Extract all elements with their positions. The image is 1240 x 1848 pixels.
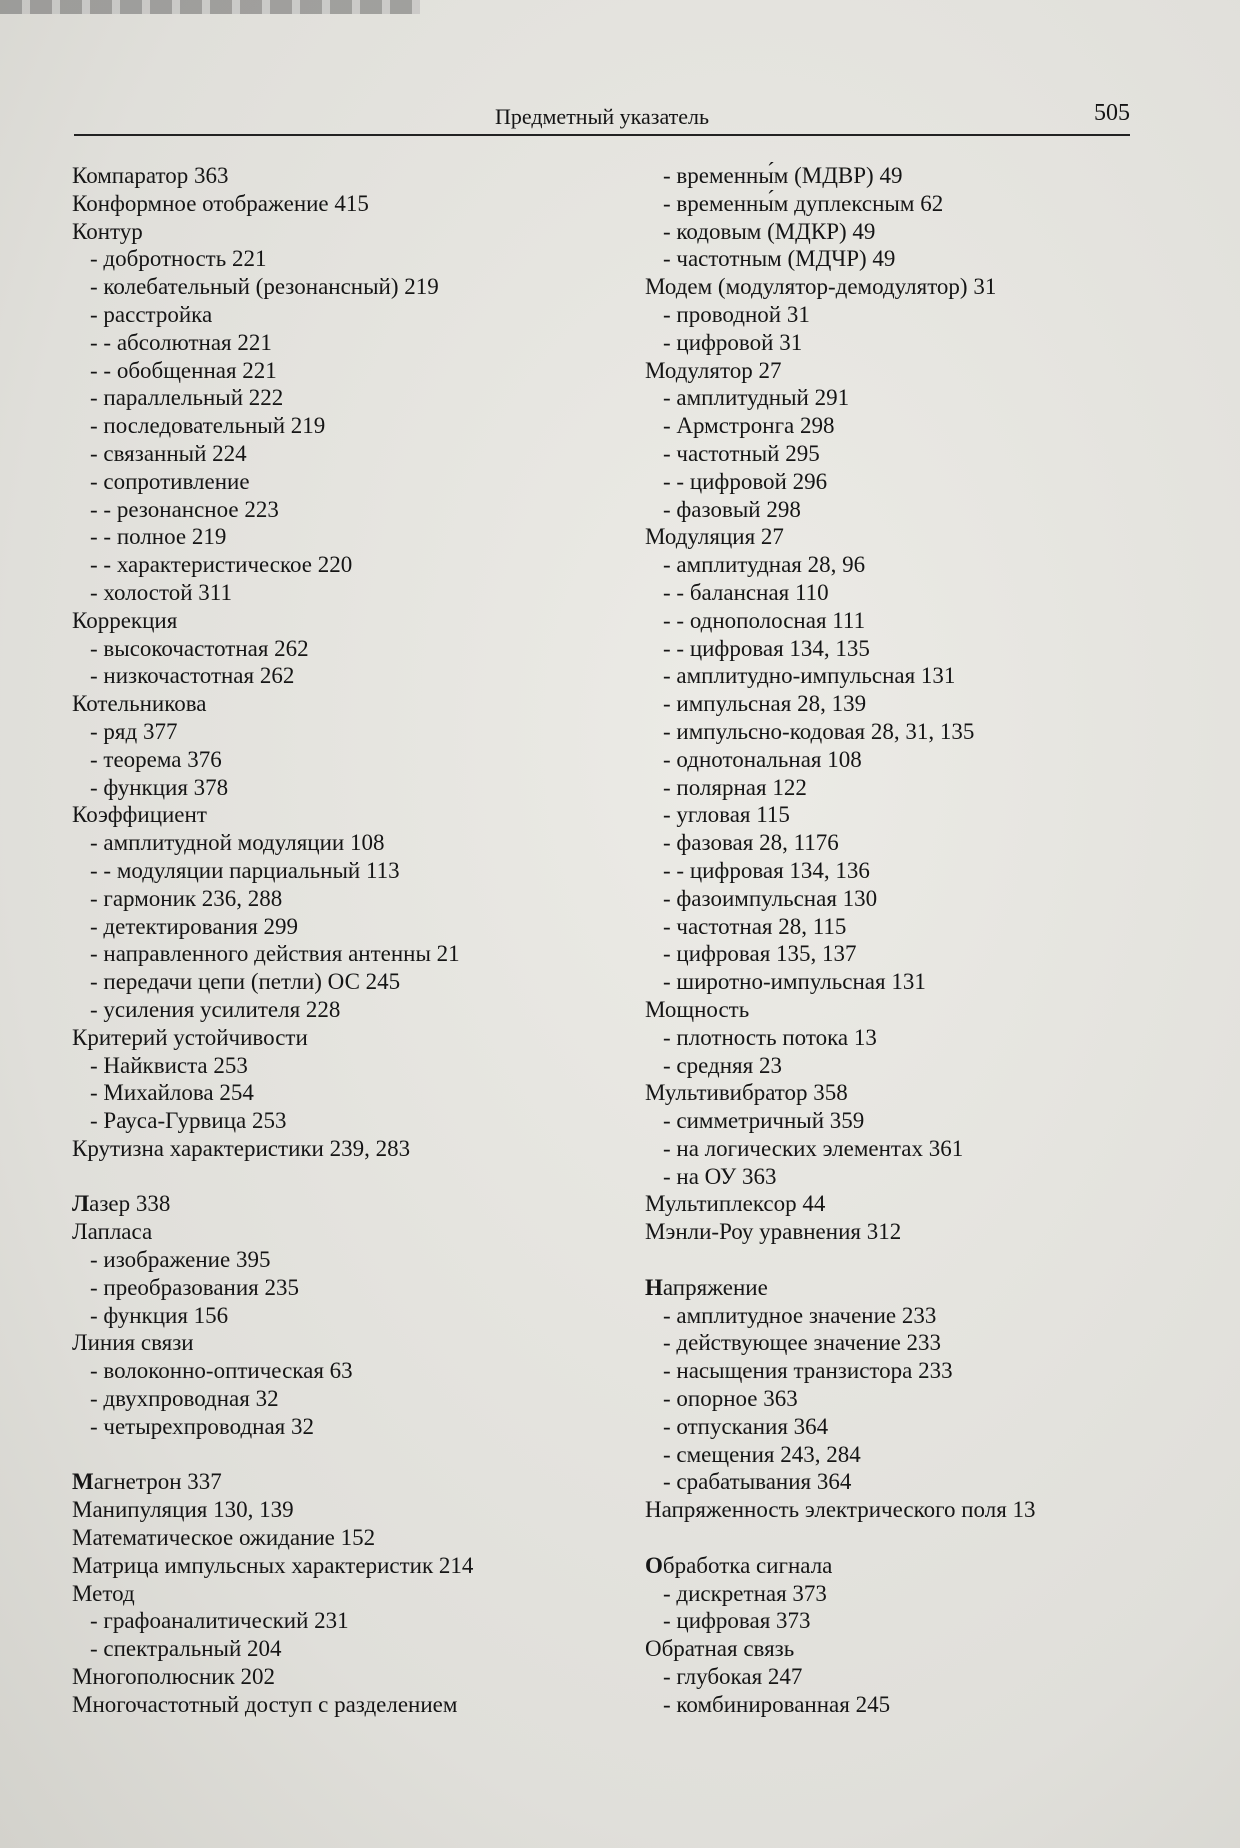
index-subentry: - насыщения транзистора 233: [663, 1358, 953, 1384]
index-subentry: - гармоник 236, 288: [90, 885, 283, 911]
index-entry: Котельникова: [72, 691, 207, 717]
section-gap: [645, 1246, 1145, 1274]
index-entry: Лазер 338: [72, 1191, 171, 1217]
page-number: 505: [1094, 100, 1130, 126]
index-subentry: - смещения 243, 284: [663, 1441, 861, 1467]
index-subentry: - - обобщенная 221: [90, 357, 277, 383]
index-subentry: - амплитудной модуляции 108: [90, 830, 385, 856]
section-gap: [72, 1163, 632, 1191]
index-subentry: - Армстронга 298: [663, 413, 835, 439]
index-entry: Модуляция 27: [645, 524, 784, 550]
index-subentry: - на логических элементах 361: [663, 1135, 964, 1161]
index-subentry: - цифровой 31: [663, 329, 803, 355]
index-subentry: - глубокая 247: [663, 1664, 803, 1690]
scan-edge-artifact: [0, 0, 420, 14]
index-subentry: - фазоимпульсная 130: [663, 885, 878, 911]
index-subentry: - Найквиста 253: [90, 1052, 248, 1078]
index-subentry: - импульсно-кодовая 28, 31, 135: [663, 718, 975, 744]
index-subentry: - отпускания 364: [663, 1413, 829, 1439]
index-subentry: - - полное 219: [90, 524, 227, 550]
index-entry: Модем (модулятор-демодулятор) 31: [645, 274, 997, 300]
index-column-left: [72, 162, 632, 1719]
index-subentry: - функция 156: [90, 1302, 229, 1328]
index-entry: Напряженность электрического поля 13: [645, 1497, 1036, 1523]
index-subentry: - усиления усилителя 228: [90, 996, 341, 1022]
index-entry: Обратная связь: [645, 1636, 795, 1662]
index-subentry: - графоаналитический 231: [90, 1608, 349, 1634]
index-subentry: - Михайлова 254: [90, 1080, 254, 1106]
index-entry: Мэнли-Роу уравнения 312: [645, 1219, 902, 1245]
index-subentry: - на ОУ 363: [663, 1163, 777, 1189]
index-subentry: - расстройка: [90, 301, 213, 327]
index-subentry: - холостой 311: [90, 579, 232, 605]
index-subentry: - амплитудная 28, 96: [663, 552, 866, 578]
index-subentry: - кодовым (МДКР) 49: [663, 218, 876, 244]
index-subentry: - высокочастотная 262: [90, 635, 309, 661]
index-subentry: - амплитудно-импульсная 131: [663, 663, 956, 689]
index-subentry: - импульсная 28, 139: [663, 691, 867, 717]
index-subentry: - двухпроводная 32: [90, 1386, 279, 1412]
index-subentry: - четырехпроводная 32: [90, 1413, 314, 1439]
index-subentry: - частотным (МДЧР) 49: [663, 246, 896, 272]
index-subentry: - колебательный (резонансный) 219: [90, 274, 439, 300]
index-subentry: - комбинированная 245: [663, 1691, 891, 1717]
index-subentry: - фазовая 28, 1176: [663, 830, 839, 856]
index-subentry: - изображение 395: [90, 1247, 271, 1273]
index-entry: Многочастотный доступ с разделением: [72, 1691, 458, 1717]
index-entry: Крутизна характеристики 239, 283: [72, 1135, 411, 1161]
index-subentry: - проводной 31: [663, 301, 810, 327]
index-entry: Компаратор 363: [72, 163, 229, 188]
index-subentry: - опорное 363: [663, 1386, 798, 1412]
index-subentry: - цифровая 373: [663, 1608, 811, 1634]
index-subentry: - полярная 122: [663, 774, 807, 800]
index-subentry: - низкочастотная 262: [90, 663, 295, 689]
index-entry: Линия связи: [72, 1330, 194, 1356]
index-subentry: - дискретная 373: [663, 1580, 827, 1606]
section-gap: [72, 1441, 632, 1469]
index-entry: Мультивибратор 358: [645, 1080, 848, 1106]
header-title: Предметный указатель: [494, 104, 710, 129]
index-subentry: - срабатывания 364: [663, 1469, 852, 1495]
index-subentry: - частотный 295: [663, 440, 820, 466]
index-subentry: - передачи цепи (петли) ОС 245: [90, 969, 401, 995]
index-entry: Многополюсник 202: [72, 1664, 276, 1690]
index-subentry: - спектральный 204: [90, 1636, 282, 1662]
index-subentry: - Рауса-Гурвица 253: [90, 1108, 287, 1134]
index-subentry: - - резонансное 223: [90, 496, 279, 522]
index-subentry: - - цифровой 296: [663, 468, 828, 494]
index-subentry: - направленного действия антенны 21: [90, 941, 460, 967]
index-subentry: - последовательный 219: [90, 413, 326, 439]
index-column-right: [645, 162, 1145, 1719]
index-subentry: - амплитудное значение 233: [663, 1302, 937, 1328]
index-subentry: - фазовый 298: [663, 496, 801, 522]
index-subentry: - теорема 376: [90, 746, 222, 772]
index-entry: Мощность: [645, 996, 750, 1022]
index-entry: Манипуляция 130, 139: [72, 1497, 294, 1523]
index-subentry: - волоконно-оптическая 63: [90, 1358, 353, 1384]
index-subentry: - - балансная 110: [663, 579, 829, 605]
index-entry: Обработка сигнала: [645, 1552, 833, 1578]
index-subentry: - однотональная 108: [663, 746, 862, 772]
index-subentry: - действующее значение 233: [663, 1330, 942, 1356]
section-gap: [645, 1524, 1145, 1552]
index-entry: Коэффициент: [72, 802, 207, 828]
index-entry: Лапласа: [72, 1219, 153, 1245]
index-entry: Математическое ожидание 152: [72, 1525, 376, 1551]
index-subentry: - преобразования 235: [90, 1274, 299, 1300]
index-subentry: - временны́м (МДВР) 49: [663, 163, 903, 188]
index-subentry: - - характеристическое 220: [90, 552, 353, 578]
index-entry: Матрица импульсных характеристик 214: [72, 1552, 474, 1578]
index-subentry: - ряд 377: [90, 718, 178, 744]
index-subentry: - - модуляции парциальный 113: [90, 857, 400, 883]
index-subentry: - временны́м дуплексным 62: [663, 190, 944, 216]
running-header: [74, 98, 1130, 136]
index-entry: Магнетрон 337: [72, 1469, 222, 1495]
index-entry: Мультиплексор 44: [645, 1191, 826, 1217]
index-subentry: - - цифровая 134, 135: [663, 635, 870, 661]
index-subentry: - угловая 115: [663, 802, 790, 828]
index-subentry: - функция 378: [90, 774, 229, 800]
index-subentry: - детектирования 299: [90, 913, 299, 939]
index-subentry: - добротность 221: [90, 246, 267, 272]
index-subentry: - - абсолютная 221: [90, 329, 272, 355]
index-subentry: - симметричный 359: [663, 1108, 865, 1134]
index-entry: Конформное отображение 415: [72, 190, 369, 216]
index-subentry: - сопротивление: [90, 468, 250, 494]
index-subentry: - связанный 224: [90, 440, 247, 466]
index-subentry: - - однополосная 111: [663, 607, 866, 633]
index-entry: Контур: [72, 218, 143, 244]
index-subentry: - параллельный 222: [90, 385, 284, 411]
index-entry: Напряжение: [645, 1274, 768, 1300]
index-entry: Критерий устойчивости: [72, 1024, 308, 1050]
index-entry: Модулятор 27: [645, 357, 782, 383]
index-entry: Коррекция: [72, 607, 178, 633]
index-subentry: - цифровая 135, 137: [663, 941, 857, 967]
index-subentry: - амплитудный 291: [663, 385, 850, 411]
index-subentry: - средняя 23: [663, 1052, 782, 1078]
index-subentry: - - цифровая 134, 136: [663, 857, 870, 883]
index-subentry: - плотность потока 13: [663, 1024, 877, 1050]
index-subentry: - широтно-импульсная 131: [663, 969, 926, 995]
index-entry: Метод: [72, 1580, 135, 1606]
index-subentry: - частотная 28, 115: [663, 913, 847, 939]
